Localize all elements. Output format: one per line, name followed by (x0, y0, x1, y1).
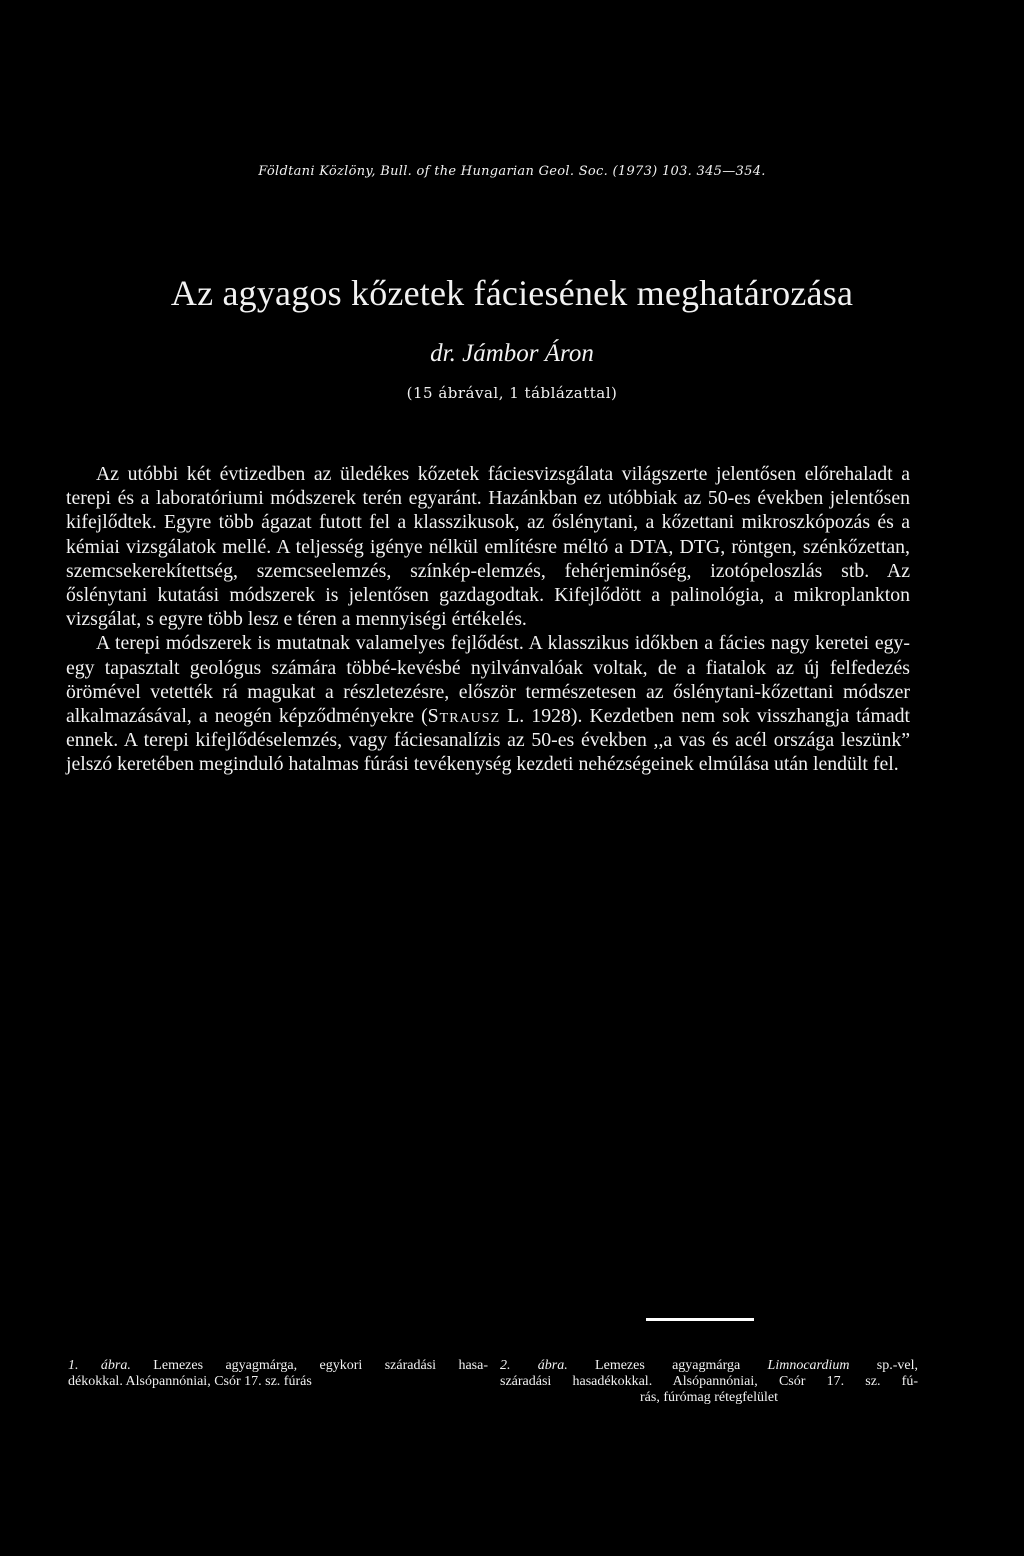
figure-2-caption-text-1a: Lemezes agyagmárga (567, 1358, 768, 1373)
figure-2-species: Limnocardium (767, 1358, 850, 1373)
figure-2-caption-line-1 (500, 1358, 918, 1374)
article-title: Az agyagos kőzetek fáciesének meghatározása (170, 273, 854, 313)
paragraph-2 (66, 631, 910, 776)
figure-2-caption-line-3: rás, fúrómag rétegfelület (640, 1390, 778, 1405)
article-subtitle: (15 ábrával, 1 táblázattal) (406, 384, 618, 402)
figure-1-caption-line-2: dékokkal. Alsópannóniai, Csór 17. sz. fúrás (68, 1374, 312, 1389)
figure-1-number: 1. ábra. (68, 1358, 131, 1373)
paragraph-1: Az utóbbi két évtizedben az üledékes kőzetek fáciesvizsgálata világszerte jelentősen előrehaladt a terepi és a laboratóriumi módszerek terén egyaránt. Hazánkban ez utóbbiak az 50-es években jelentősen kifejlődtek. Egyre több ágazat futott fel a klasszikusok, az őslénytani, a kőzettani mikroszkópozás és a kémiai vizsgálatok mellé. A teljesség igénye nélkül említésre méltó a DTA, DTG, röntgen, szénkőzettan, szemcsekerekítettség, szemcseelemzés, színkép-elemzés, fehérjeminőség, izotópeloszlás stb. Az őslénytani kutatási módszerek is jelentősen gazdagodtak. Kifejlődött a palinológia, a mikroplankton vizsgálat, s egyre több lesz e téren a mennyiségi értékelés. (66, 463, 910, 631)
figure-divider (646, 1318, 754, 1321)
figure-1-caption-text-1: Lemezes agyagmárga, egykori száradási hasa- (130, 1358, 488, 1373)
figure-1-caption (68, 1358, 488, 1390)
journal-header: Földtani Közlöny, Bull. of the Hungarian Geol. Soc. (1973) 103. 345—354. (258, 164, 766, 179)
paragraph-2-part-1: A terepi módszerek is mutatnak valamelyes fejlődést. A klasszikus időkben a fácies nagy keretei egy-egy tapasztalt geológus számára többé-kevésbé nyilvánvalóak voltak, de a fiatalok az új felfedezés örömével vetették rá magukat a részletezésre, először természetesen az őslénytani-kőzettani módszer alkalmazásával, a neogén képződményekre ( (66, 632, 910, 728)
cited-author: Strausz (427, 705, 501, 728)
figure-1-caption-line-1 (68, 1358, 488, 1374)
figure-2-caption (500, 1358, 918, 1406)
figure-2-caption-line-2: száradási hasadékokkal. Alsópannóniai, Csór 17. sz. fú- (500, 1374, 918, 1389)
paragraph-2-part-2: L. 1928). Kezdetben nem sok visszhangja támadt ennek. A terepi kifejlődéselemzés, vagy fáciesanalízis az 50-es években ,,a vas és acél országa leszünk” jelszó keretében meginduló hatalmas fúrási tevékenység kezdeti nehézségeinek elmúlása után lendült fel. (66, 705, 911, 776)
article-author: dr. Jámbor Áron (430, 340, 594, 367)
figure-2-number: 2. ábra. (500, 1358, 568, 1373)
article-body (66, 462, 910, 777)
figure-2-caption-text-1b: sp.-vel, (849, 1358, 918, 1373)
